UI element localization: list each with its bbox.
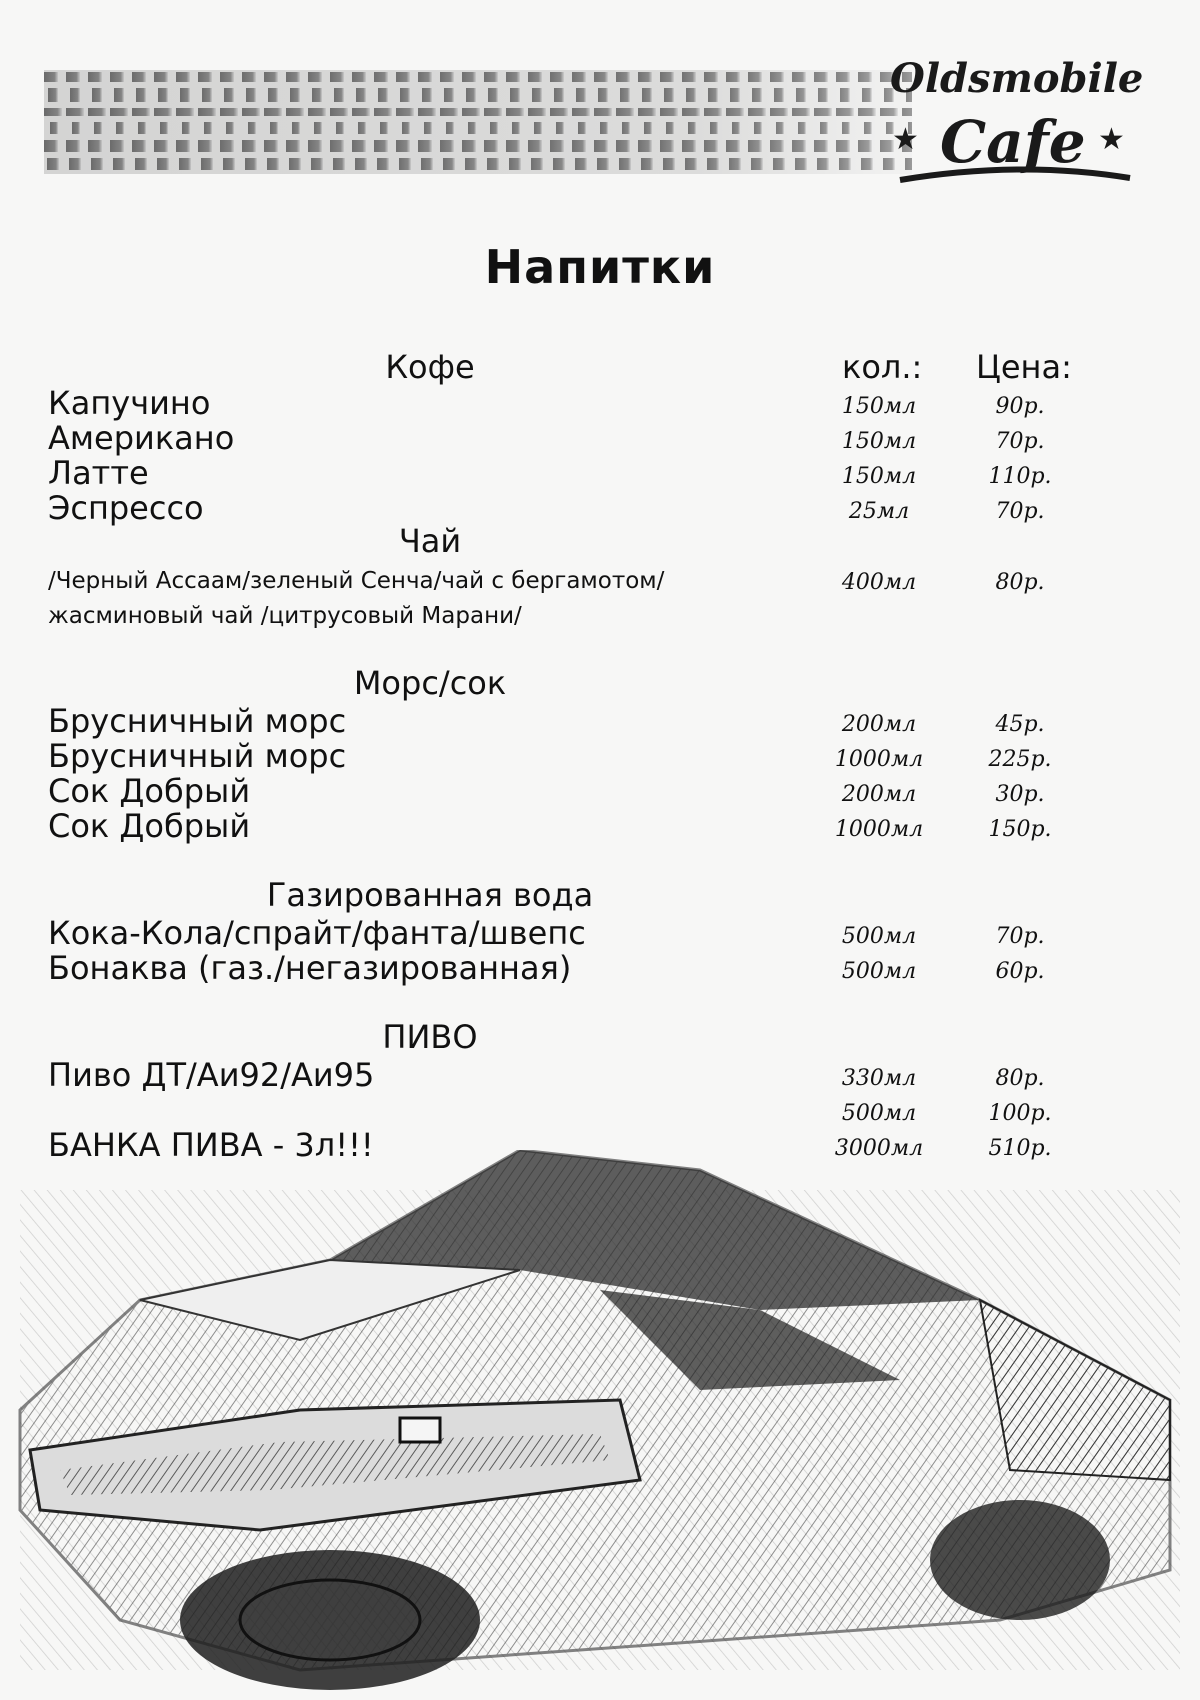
menu-item-price: 70р. — [995, 429, 1045, 454]
menu-item-qty: 330мл — [841, 1066, 917, 1091]
menu-item-qty: 500мл — [841, 924, 917, 949]
menu-item-price: 70р. — [995, 499, 1045, 524]
page-title: Напитки — [484, 240, 716, 294]
menu-item-price: 70р. — [995, 924, 1045, 949]
menu-item-name: Капучино — [48, 384, 211, 422]
menu-item-name: Сок Добрый — [48, 772, 251, 810]
menu-item-name: Латте — [48, 454, 149, 492]
menu-item-qty: 25мл — [848, 499, 910, 524]
menu-item-name: Американо — [48, 419, 235, 457]
star-icon: ★ — [892, 122, 919, 157]
menu-item-price: 150р. — [988, 817, 1052, 842]
section-title-coffee: Кофе — [385, 348, 475, 386]
menu-item-price: 45р. — [995, 712, 1045, 737]
tire-track-decoration — [44, 70, 912, 174]
price-header: Цена: — [976, 348, 1072, 386]
menu-item-name: Эспрессо — [48, 489, 204, 527]
menu-item-qty: 500мл — [841, 959, 917, 984]
menu-item-name: БАНКА ПИВА - 3л!!! — [48, 1126, 374, 1164]
menu-item-qty: 500мл — [841, 1101, 917, 1126]
tea-list-line: жасминовый чай /цитрусовый Марани/ — [48, 603, 522, 629]
menu-item-price: 510р. — [988, 1136, 1052, 1161]
menu-item-name: Сок Добрый — [48, 807, 251, 845]
menu-item-price: 80р. — [995, 570, 1045, 595]
menu-item-price: 30р. — [995, 782, 1045, 807]
menu-item-qty: 200мл — [841, 712, 917, 737]
menu-item-name: Кока-Кола/спрайт/фанта/швепс — [48, 914, 586, 952]
tea-list-line: /Черный Ассаам/зеленый Сенча/чай с бергамотом/ — [48, 568, 665, 594]
menu-item-price: 60р. — [995, 959, 1045, 984]
menu-item-price: 100р. — [988, 1101, 1052, 1126]
menu-item-name: Брусничный морс — [48, 737, 347, 775]
car-sketch-illustration — [0, 1150, 1200, 1696]
menu-item-name: Брусничный морс — [48, 702, 347, 740]
menu-item-qty: 150мл — [841, 429, 917, 454]
cafe-logo — [880, 50, 1144, 190]
menu-item-qty: 200мл — [841, 782, 917, 807]
section-title-soda: Газированная вода — [266, 876, 594, 914]
section-title-tea: Чай — [398, 522, 462, 560]
menu-item-qty: 150мл — [841, 394, 917, 419]
menu-item-price: 225р. — [988, 747, 1052, 772]
menu-item-qty: 400мл — [841, 570, 917, 595]
menu-item-qty: 1000мл — [834, 817, 924, 842]
menu-item-price: 110р. — [988, 464, 1052, 489]
logo-line1: Oldsmobile — [890, 55, 1144, 102]
menu-item-price: 90р. — [995, 394, 1045, 419]
menu-item-name: Бонаква (газ./негазированная) — [48, 949, 572, 987]
menu-item-qty: 3000мл — [834, 1136, 924, 1161]
menu-item-qty: 150мл — [841, 464, 917, 489]
logo-line2: Cafe — [940, 108, 1086, 176]
qty-header: кол.: — [842, 348, 923, 386]
star-icon: ★ — [1098, 122, 1125, 157]
menu-item-price: 80р. — [995, 1066, 1045, 1091]
section-title-mors: Морс/сок — [353, 664, 507, 702]
menu-item-name: Пиво ДТ/Аи92/Аи95 — [48, 1056, 375, 1094]
section-title-beer: ПИВО — [382, 1018, 478, 1056]
menu-item-qty: 1000мл — [834, 747, 924, 772]
